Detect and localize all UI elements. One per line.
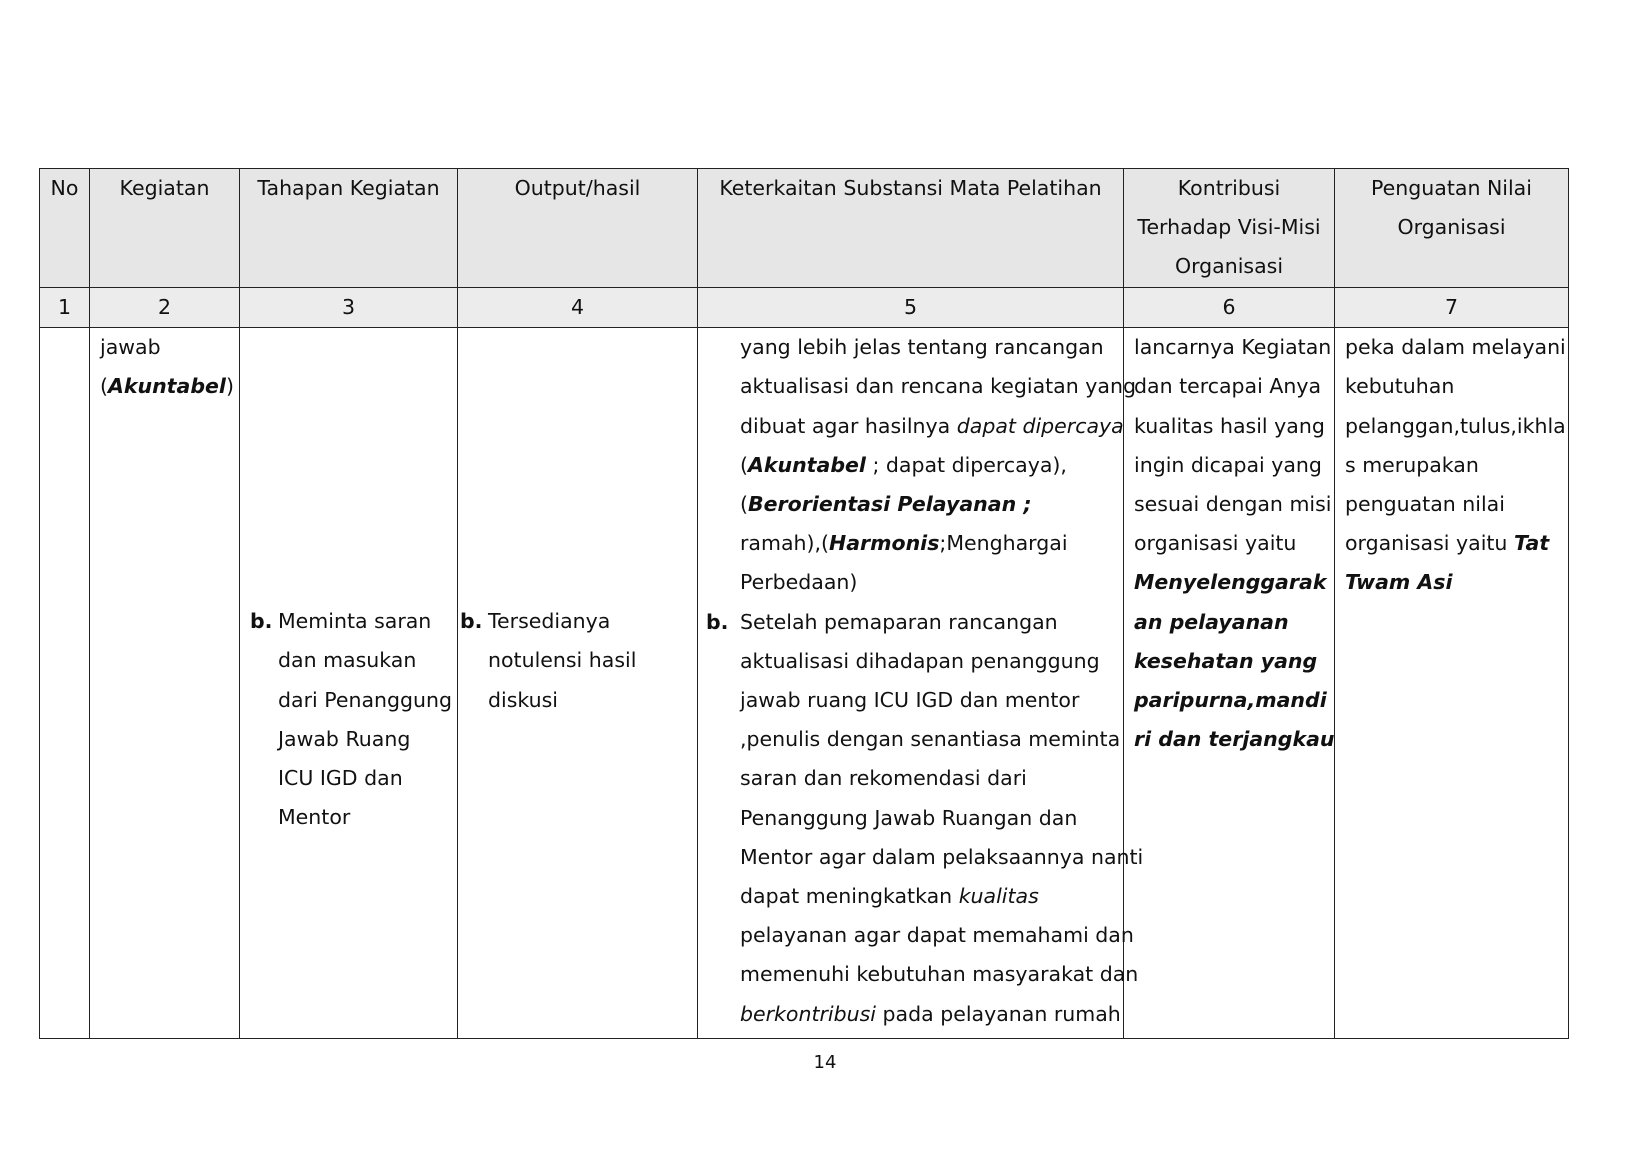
column-number: 6 [1124,288,1335,328]
column-number: 2 [90,288,240,328]
header-kontribusi: Kontribusi Terhadap Visi-Misi Organisasi [1124,169,1335,288]
activity-table [39,168,1569,1039]
header-no: No [40,169,90,288]
cell-kontribusi: lancarnya Kegiatan dan tercapai Anya kualitas hasil yang ingin dicapai yang sesuai dengan misi organisasi yaitu Menyelenggarak an pelayanan kesehatan yang paripurna,mandi ri dan terjangkau [1124,328,1335,1039]
column-number-row [40,288,1569,328]
header-penguatan: Penguatan Nilai Organisasi [1335,169,1569,288]
header-output: Output/hasil [458,169,698,288]
list-item: b. Meminta saran dan masukan dari Penanggung Jawab Ruang ICU IGD dan Mentor [250,609,453,830]
list-item: b. Tersedianya notulensi hasil diskusi [460,609,637,712]
cell-penguatan: peka dalam melayani kebutuhan pelanggan,tulus,ikhla s merupakan penguatan nilai organisasi yaitu Tat Twam Asi [1335,328,1569,1039]
header-row [40,169,1569,288]
cell-output [458,328,698,1039]
column-number: 7 [1335,288,1569,328]
column-number: 3 [240,288,458,328]
list-item: b. Setelah pemaparan rancangan aktualisasi dihadapan penanggung jawab ruang ICU IGD dan mentor ,penulis dengan senantiasa meminta saran dan rekomendasi dari Penanggung Jawab Ruangan dan Mentor agar dalam pelaksaannya nanti dapat meningkatkan kualitas pelayanan agar dapat memahami dan memenuhi kebutuhan masyarakat dan berkontribusi pada pelayanan rumah [706,609,1144,1026]
header-tahapan: Tahapan Kegiatan [240,169,458,288]
cell-tahapan [240,328,458,1039]
header-keterkaitan: Keterkaitan Substansi Mata Pelatihan [698,169,1124,288]
column-number: 1 [40,288,90,328]
cell-no [40,328,90,1039]
header-kegiatan: Kegiatan [90,169,240,288]
cell-kegiatan: jawab (Akuntabel) [90,328,240,1039]
content-row [40,328,1569,1039]
cell-keterkaitan: yang lebih jelas tentang rancangan aktualisasi dan rencana kegiatan yang dibuat agar hasilnya dapat dipercaya (Akuntabel ; dapat dipercaya), (Berorientasi Pelayanan ; ramah),(Harmonis;Menghargai Perbedaan) b. Setelah pemaparan rancangan aktualisasi dihadapan penanggung jawab ruang ICU IGD dan mentor ,penulis dengan senantiasa meminta saran dan rekomendasi dari Penanggung Jawab Ruangan dan Mentor agar dalam pelaksaannya nanti dapat meningkatkan kualitas pelayanan agar dapat memahami dan memenuhi kebutuhan masyarakat dan berkontribusi pada pelayanan rumah [698,328,1124,1039]
column-number: 4 [458,288,698,328]
page-number: 14 [813,1052,837,1073]
column-number: 5 [698,288,1124,328]
